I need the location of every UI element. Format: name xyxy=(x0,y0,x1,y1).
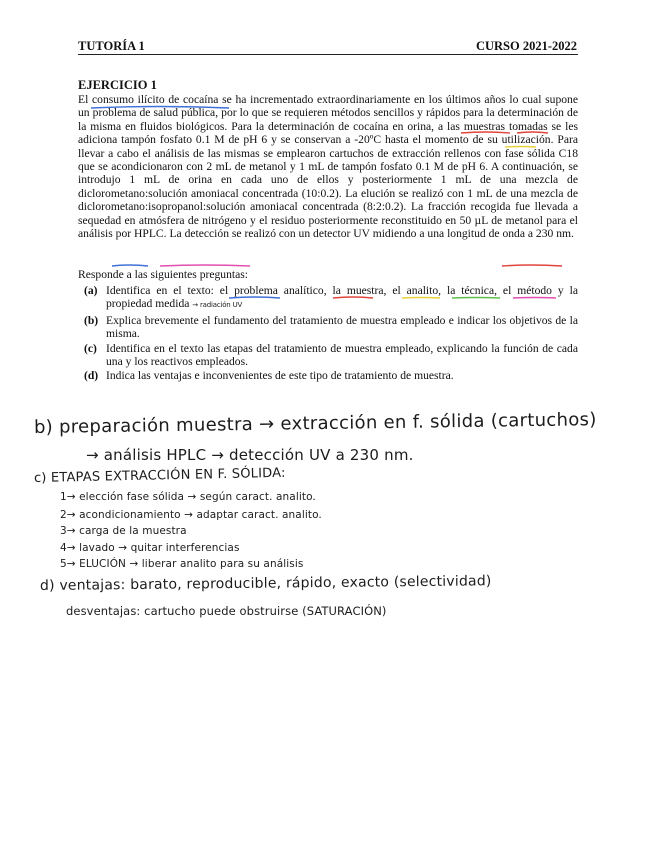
question-label: (d) xyxy=(84,369,99,383)
handwritten-answer-b-line1: b) preparación muestra → extracción en f. sólida (cartuchos) xyxy=(33,409,597,438)
question-text: Identifica en el texto las etapas del tratamiento de muestra empleado, explicando la función de cada una y los reactivos empleados. xyxy=(106,341,578,369)
exercise-title: EJERCICIO 1 xyxy=(78,78,157,92)
handwritten-step: 4→ lavado → quitar interferencias xyxy=(60,542,240,554)
question-item xyxy=(84,314,578,341)
header-course-title: TUTORÍA 1 xyxy=(78,39,145,53)
question-item xyxy=(84,369,578,382)
question-text: Identifica en el texto: el problema analítico, la muestra, el analito, la técnica, el método y la propiedad medida xyxy=(106,284,578,311)
underline-red xyxy=(502,265,562,266)
header-academic-year: CURSO 2021-2022 xyxy=(475,39,577,53)
handwritten-step: 5→ ELUCIÓN → liberar analito para su análisis xyxy=(60,558,304,570)
handwritten-answer-c-title: c) ETAPAS EXTRACCIÓN EN F. SÓLIDA: xyxy=(33,465,286,486)
underline-pink xyxy=(160,265,250,266)
question-list xyxy=(84,284,578,384)
handwritten-answer-d-line1: d) ventajas: barato, reproducible, rápido, exacto (selectividad) xyxy=(39,573,492,594)
question-label: (a) xyxy=(84,284,98,297)
question-label: (c) xyxy=(84,341,97,355)
exercise-prompt: Responde a las siguientes preguntas: xyxy=(78,268,249,281)
handwritten-answer-b-line2: → análisis HPLC → detección UV a 230 nm. xyxy=(86,446,414,464)
question-label: (b) xyxy=(84,313,99,327)
question-item xyxy=(84,284,578,313)
question-text: Indica las ventajas e inconvenientes de este tipo de tratamiento de muestra. xyxy=(106,369,454,383)
handwritten-step: 3→ carga de la muestra xyxy=(60,525,187,537)
question-text: Explica brevemente el fundamento del tratamiento de muestra empleado e indicar los objetivos de la misma. xyxy=(106,313,578,341)
question-item xyxy=(84,342,578,369)
underline-blue xyxy=(112,265,148,266)
handwritten-note: → radiación UV xyxy=(192,301,243,310)
handwritten-step: 1→ elección fase sólida → según caract. analito. xyxy=(60,491,316,503)
exercise-paragraph: El consumo ilícito de cocaína se ha incrementado extraordinariamente en los últimos años lo cual supone un problema de salud pública, por lo que se requieren métodos sencillos y rápidos para la determinación de la misma en fluidos biológicos. Para la determinación de cocaína en orina, a las muestras tomadas se les adiciona tampón fosfato 0.1 M de pH 6 y se conservan a -20ºC hasta el momento de su utilización. Para llevar a cabo el análisis de las mismas se emplearon cartuchos de extracción rellenos con fase sólida C18 que se acondicionaron con 2 mL de metanol y 1 mL de tampón fosfato 0.1 M de pH 6. A continuación, se introdujo 1 mL de orina en cada uno de ellos y posteriormente 1 mL de una mezcla de diclorometano:solución amoniacal concentrada (10:0.2). La elución se realizó con 1 mL de una mezcla de diclorometano:isopropanol:solución amoniacal concentrada (8:2:0.2). La fracción recogida fue llevada a sequedad en atmósfera de nitrógeno y el residuo posteriormente reconstituido en 50 µL de metanol para el análisis por HPLC. La detección se realizó con un detector UV midiendo a una longitud de onda a 230 nm. xyxy=(78,93,578,241)
handwritten-step: 2→ acondicionamiento → adaptar caract. analito. xyxy=(60,509,322,521)
header-divider xyxy=(78,54,578,55)
handwritten-answer-d-line2: desventajas: cartucho puede obstruirse (SATURACIÓN) xyxy=(66,604,387,618)
